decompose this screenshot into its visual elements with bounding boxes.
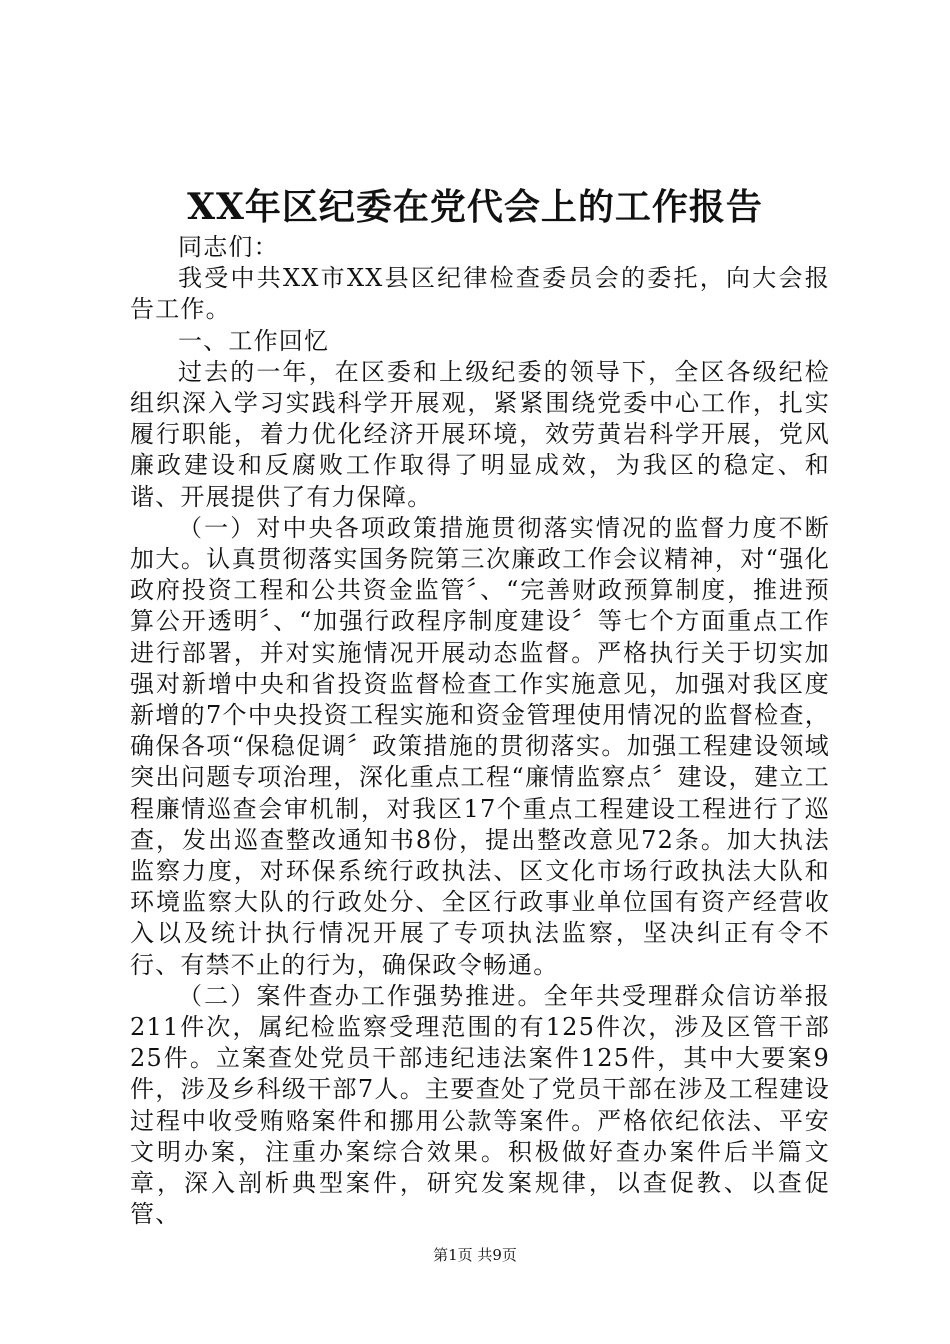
body-paragraph: （一）对中央各项政策措施贯彻落实情况的监督力度不断加大。认真贯彻落实国务院第三次廉政工作会议精神，对“强化政府投资工程和公共资金监管〞、“完善财政预算制度，推进预算公开透明〞、“加强行政程序制度建设〞等七个方面重点工作进行部署，并对实施情况开展动态监督。严格执行关于切实加强对新增中央和省投资监督检查工作实施意见，加强对我区度新增的7个中央投资工程实施和资金管理使用情况的监督检查，确保各项“保稳促调〞政策措施的贯彻落实。加强工程建设领域突出问题专项治理，深化重点工程“廉情监察点〞建设，建立工程廉情巡查会审机制，对我区17个重点工程建设工程进行了巡查，发出巡查整改通知书8份，提出整改意见72条。加大执法监察力度，对环保系统行政执法、区文化市场行政执法大队和环境监察大队的行政处分、全区行政事业单位国有资产经营收入以及统计执行情况开展了专项执法监察，坚决纠正有令不行、有禁不止的行为，确保政令畅通。: [130, 513, 830, 979]
document-title: XX年区纪委在党代会上的工作报告: [187, 186, 763, 228]
salutation-paragraph: 同志们：: [178, 233, 279, 261]
body-paragraph: 过去的一年，在区委和上级纪委的领导下，全区各级纪检组织深入学习实践科学开展观，紧紧围绕党委中心工作，扎实履行职能，着力优化经济开展环境，效劳黄岩科学开展，党风廉政建设和反腐败工作取得了明显成效，为我区的稳定、和谐、开展提供了有力保障。: [130, 357, 830, 511]
opening-paragraph: 我受中共XX市XX县区纪律检查委员会的委托，向大会报告工作。: [130, 264, 830, 324]
body-paragraph: （二）案件查办工作强势推进。全年共受理群众信访举报211件次，属纪检监察受理范围的有125件次，涉及区管干部25件。立案查处党员干部违纪违法案件125件，其中大要案9件，涉及乡科级干部7人。主要查处了党员干部在涉及工程建设过程中收受贿赂案件和挪用公款等案件。严格依纪依法、平安文明办案，注重办案综合效果。积极做好查办案件后半篇文章，深入剖析典型案件，研究发案规律，以查促教、以查促管、: [130, 981, 830, 1229]
page-number-footer: 第1页 共9页: [433, 1246, 517, 1264]
document-body: [130, 232, 830, 1231]
section-heading: 一、工作回忆: [178, 326, 330, 355]
